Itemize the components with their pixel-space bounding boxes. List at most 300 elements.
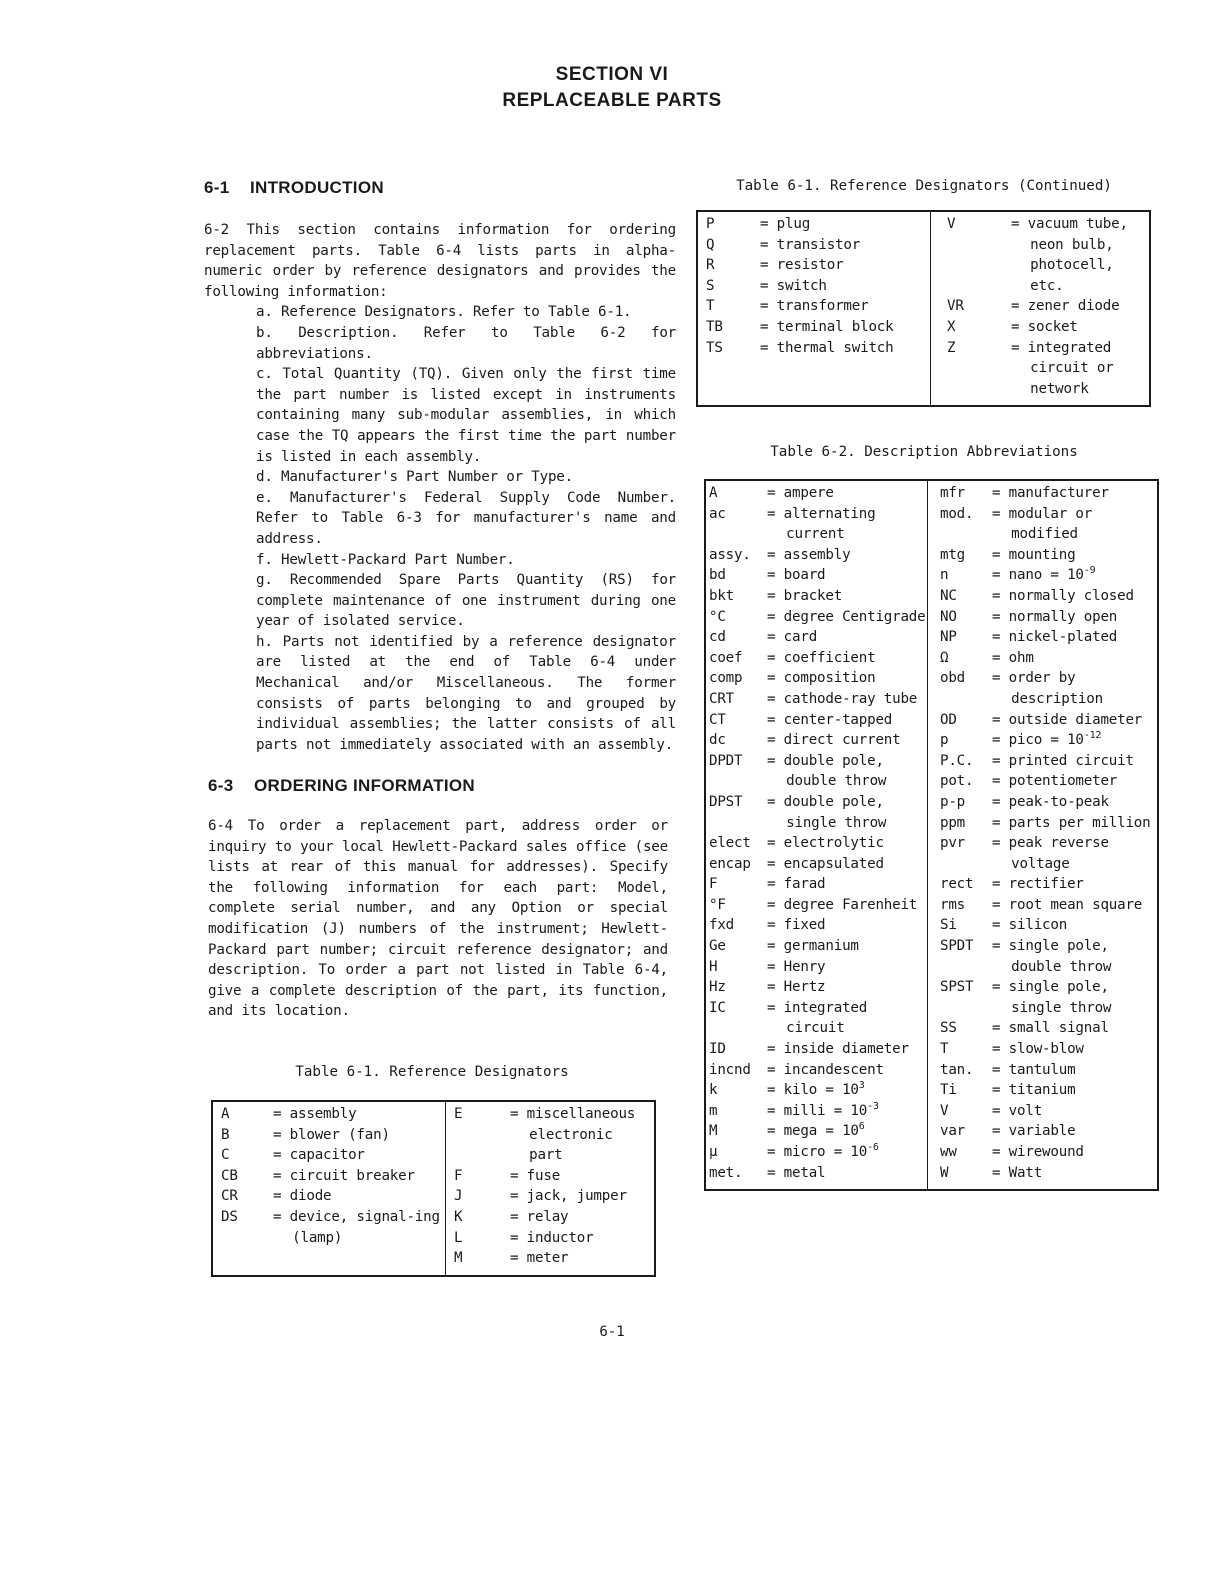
designator-row (709, 977, 927, 998)
designator-abbreviation: Ω (940, 649, 949, 666)
designator-definition (760, 235, 930, 256)
designator-abbreviation: ww (940, 1144, 957, 1160)
designator-row (940, 936, 1155, 977)
definition-text: = jack, jumper (510, 1188, 627, 1205)
designator-definition (992, 1163, 1155, 1184)
section-label: SECTION VI (555, 64, 669, 85)
designator-row (709, 1060, 927, 1081)
designator-abbreviation: NC (940, 587, 957, 604)
definition-text: = tantulum (992, 1061, 1076, 1078)
designator-abbreviation: L (454, 1229, 463, 1246)
designator-definition (992, 1121, 1155, 1142)
intro-item-f: f. Hewlett-Packard Part Number. (256, 551, 515, 568)
designator-abbreviation: NO (940, 608, 957, 625)
definition-text: = nano = 10 (992, 567, 1084, 584)
designator-row (221, 1207, 445, 1248)
designator-definition (992, 936, 1155, 977)
designator-row (709, 565, 927, 586)
designator-abbreviation: µ (709, 1144, 718, 1160)
designator-abbreviation: fxd (709, 917, 735, 934)
designator-row (940, 565, 1155, 586)
definition-text: = transformer (760, 298, 869, 315)
ordering-heading-text: ORDERING INFORMATION (254, 776, 476, 795)
definition-text: = zener diode (1011, 298, 1120, 315)
designator-abbreviation: SPDT (940, 938, 974, 955)
designator-definition (992, 607, 1155, 628)
definition-text: = metal (767, 1164, 826, 1181)
definition-text: = capacitor (273, 1147, 365, 1164)
definition-text: = assembly (273, 1106, 357, 1122)
designator-row (454, 1186, 650, 1207)
designator-definition (767, 874, 927, 895)
designator-row (709, 710, 927, 731)
designator-abbreviation: TB (706, 318, 723, 335)
designator-definition (767, 1142, 927, 1163)
designator-definition (760, 214, 930, 235)
definition-text: = inside diameter (767, 1041, 909, 1058)
designator-row (709, 1121, 927, 1142)
definition-text: = Watt (992, 1164, 1043, 1181)
definition-text: = electrolytic (767, 835, 884, 852)
definition-text: = germanium (767, 938, 859, 955)
designator-definition (767, 1039, 927, 1060)
designator-abbreviation: A (709, 485, 718, 501)
designator-abbreviation: var (940, 1123, 966, 1140)
designator-definition (510, 1207, 650, 1228)
designator-definition (767, 1121, 927, 1142)
designator-definition (767, 1080, 927, 1101)
designator-row (221, 1145, 445, 1166)
designator-row (940, 1018, 1155, 1039)
designator-definition (992, 977, 1155, 1018)
designator-abbreviation: mod. (940, 505, 974, 522)
designator-row (709, 545, 927, 566)
definition-text: = single pole, double throw (992, 938, 1112, 975)
definition-text: = outside diameter (992, 711, 1143, 728)
definition-text: = modular or modified (992, 505, 1093, 543)
designator-row (709, 915, 927, 936)
designator-row (940, 730, 1155, 751)
definition-text: = switch (760, 277, 827, 294)
definition-text: = meter (510, 1250, 569, 1267)
designator-definition (273, 1166, 445, 1187)
definition-text: = normally closed (992, 587, 1134, 604)
designator-row (709, 1163, 927, 1184)
designator-row (940, 504, 1155, 545)
table-6-1-right-column (446, 1101, 656, 1276)
designator-definition (767, 1163, 927, 1184)
designator-abbreviation: DPDT (709, 752, 743, 769)
page-number: 6-1 (599, 1324, 625, 1340)
designator-definition (992, 1018, 1155, 1039)
designator-row (940, 977, 1155, 1018)
designator-row (454, 1104, 650, 1166)
intro-heading (204, 178, 384, 198)
designator-abbreviation: CRT (709, 690, 735, 707)
designator-row (454, 1248, 650, 1269)
designator-abbreviation: k (709, 1082, 718, 1099)
designator-abbreviation: J (454, 1188, 463, 1205)
definition-text: = composition (767, 670, 876, 687)
designator-definition (760, 338, 930, 359)
designator-definition (760, 276, 930, 297)
designator-row (940, 710, 1155, 731)
designator-abbreviation: K (454, 1208, 463, 1225)
intro-heading-text: INTRODUCTION (250, 178, 384, 197)
definition-text: = plug (760, 216, 811, 232)
designator-abbreviation: Hz (709, 979, 726, 996)
intro-item-e: e. Manufacturer's Federal Supply Code Number. Refer to Table 6-3 for manufacturer's name and address. (256, 489, 676, 547)
definition-text: = board (767, 567, 826, 584)
designator-row (709, 1039, 927, 1060)
designator-row (940, 751, 1155, 772)
exponent: 6 (858, 1121, 865, 1133)
definition-text: = integrated circuit or network (1011, 339, 1114, 397)
designator-row (706, 276, 930, 297)
designator-row (940, 874, 1155, 895)
designator-definition (767, 504, 927, 545)
designator-definition (767, 957, 927, 978)
definition-text: = normally open (992, 608, 1118, 625)
definition-text: = card (767, 629, 818, 646)
designator-definition (1011, 338, 1145, 400)
designator-abbreviation: A (221, 1106, 230, 1122)
designator-row (940, 1142, 1155, 1163)
designator-definition (992, 730, 1155, 751)
designator-row (706, 317, 930, 338)
designator-abbreviation: T (940, 1041, 949, 1058)
designator-abbreviation: IC (709, 999, 726, 1016)
exponent: -6 (867, 1142, 879, 1153)
designator-row (940, 648, 1155, 669)
designator-abbreviation: P.C. (940, 752, 974, 769)
designator-row (709, 957, 927, 978)
table-6-2-right-column (928, 480, 1159, 1190)
designator-definition (767, 648, 927, 669)
definition-text: = silicon (992, 917, 1068, 934)
designator-abbreviation: comp (709, 670, 743, 687)
designator-definition (992, 483, 1155, 504)
designator-definition (992, 1101, 1155, 1122)
designator-definition (992, 813, 1155, 834)
designator-definition (273, 1207, 445, 1248)
designator-row (709, 1080, 927, 1101)
definition-text: = inductor (510, 1229, 594, 1246)
definition-text: = rectifier (992, 876, 1084, 893)
designator-definition (992, 1039, 1155, 1060)
designator-row (940, 1121, 1155, 1142)
definition-text: = kilo = 10 (767, 1082, 859, 1099)
designator-abbreviation: CB (221, 1167, 238, 1184)
table-6-2 (704, 479, 1159, 1191)
definition-text: = double pole, double throw (767, 752, 887, 790)
designator-row (940, 607, 1155, 628)
designator-abbreviation: OD (940, 711, 957, 728)
designator-abbreviation: F (454, 1167, 463, 1184)
intro-item-b: b. Description. Refer to Table 6-2 for abbreviations. (256, 324, 676, 362)
designator-abbreviation: S (706, 277, 715, 294)
designator-definition (992, 710, 1155, 731)
designator-abbreviation: incnd (709, 1061, 751, 1078)
definition-text: = encapsulated (767, 855, 884, 872)
definition-text: = milli = 10 (767, 1102, 868, 1119)
designator-row (940, 668, 1155, 709)
ordering-heading-number: 6-3 (208, 776, 234, 795)
designator-row (709, 648, 927, 669)
designator-definition (510, 1186, 650, 1207)
designator-row (940, 627, 1155, 648)
definition-text: = variable (992, 1123, 1076, 1140)
ordering-paragraph: 6-4 To order a replacement part, address order or inquiry to your local Hewlett-Packard sales office (see lists at rear of this manual for addresses). Specify the following information for each part: Model, complete serial number, and any Option or special modification (J) numbers of the instrument; Hewlett-Packard part number; circuit reference designator; and description. To order a part not listed in Table 6-4, give a complete description of the part, its function, and its location. (208, 818, 668, 1020)
designator-definition (992, 771, 1155, 792)
designator-abbreviation: X (947, 318, 956, 335)
definition-text: = alternating current (767, 505, 876, 543)
designator-row (940, 915, 1155, 936)
designator-definition (767, 1101, 927, 1122)
designator-row (940, 1101, 1155, 1122)
definition-text: = slow-blow (992, 1041, 1084, 1058)
designator-row (709, 627, 927, 648)
designator-definition (992, 668, 1155, 709)
designator-abbreviation: W (940, 1164, 949, 1181)
definition-text: = double pole, single throw (767, 793, 887, 831)
designator-abbreviation: ac (709, 505, 726, 522)
definition-text: = small signal (992, 1020, 1109, 1037)
designator-row (947, 317, 1145, 338)
designator-definition (767, 936, 927, 957)
definition-text: = ohm (992, 649, 1034, 666)
designator-definition (992, 915, 1155, 936)
designator-definition (1011, 214, 1145, 296)
designator-definition (767, 545, 927, 566)
designator-abbreviation: pvr (940, 835, 966, 852)
designator-abbreviation: Ge (709, 938, 726, 955)
definition-text: = center-tapped (767, 711, 893, 728)
designator-definition (1011, 317, 1145, 338)
designator-abbreviation: SPST (940, 979, 974, 996)
exponent: -9 (1083, 565, 1096, 577)
designator-row (709, 751, 927, 792)
definition-text: = Henry (767, 958, 826, 975)
designator-row (940, 1080, 1155, 1101)
designator-definition (992, 751, 1155, 772)
designator-abbreviation: mfr (940, 485, 966, 501)
designator-row (709, 668, 927, 689)
designator-row (940, 586, 1155, 607)
designator-row (947, 338, 1145, 400)
designator-row (709, 998, 927, 1039)
designator-abbreviation: p-p (940, 793, 966, 810)
designator-definition (767, 998, 927, 1039)
designator-definition (992, 545, 1155, 566)
definition-text: = circuit breaker (273, 1167, 415, 1184)
designator-abbreviation: VR (947, 298, 964, 315)
designator-definition (992, 1060, 1155, 1081)
designator-definition (992, 627, 1155, 648)
definition-text: = terminal block (760, 318, 894, 335)
designator-row (706, 296, 930, 317)
designator-definition (992, 504, 1155, 545)
designator-abbreviation: tan. (940, 1061, 974, 1078)
definition-text: = parts per million (992, 814, 1151, 831)
designator-row (221, 1166, 445, 1187)
designator-abbreviation: cd (709, 629, 726, 646)
designator-definition (767, 483, 927, 504)
intro-item-d: d. Manufacturer's Part Number or Type. (256, 469, 573, 486)
designator-row (940, 895, 1155, 916)
designator-abbreviation: met. (709, 1164, 743, 1181)
designator-row (940, 1039, 1155, 1060)
designator-row (709, 833, 927, 854)
designator-definition (992, 895, 1155, 916)
designator-row (940, 771, 1155, 792)
designator-row (709, 1142, 927, 1163)
designator-row (706, 235, 930, 256)
definition-text: = peak reverse voltage (992, 835, 1109, 872)
designator-definition (767, 1060, 927, 1081)
designator-abbreviation: V (947, 216, 956, 232)
designator-definition (992, 874, 1155, 895)
definition-text: = fuse (510, 1167, 561, 1184)
definition-text: = single pole, single throw (992, 979, 1112, 1016)
designator-definition (767, 710, 927, 731)
designator-definition (767, 915, 927, 936)
designator-row (221, 1186, 445, 1207)
designator-abbreviation: M (709, 1123, 718, 1140)
designator-abbreviation: Z (947, 339, 956, 356)
designator-definition (273, 1104, 445, 1125)
designator-abbreviation: T (706, 298, 715, 315)
definition-text: = incandescent (767, 1061, 884, 1078)
designator-definition (767, 895, 927, 916)
designator-abbreviation: DS (221, 1208, 238, 1225)
designator-definition (767, 854, 927, 875)
designator-definition (992, 833, 1155, 874)
definition-text: = order by description (992, 670, 1103, 707)
designator-row (706, 338, 930, 359)
definition-text: = device, signal-ing (lamp) (273, 1208, 440, 1246)
table-6-2-left-column (705, 480, 928, 1190)
definition-text: = transistor (760, 236, 861, 253)
definition-text: = relay (510, 1208, 569, 1225)
intro-item-g: g. Recommended Spare Parts Quantity (RS) for complete maintenance of one instrument during one year of isolated service. (256, 572, 676, 630)
designator-row (940, 483, 1155, 504)
designator-definition (767, 668, 927, 689)
definition-text: = micro = 10 (767, 1144, 868, 1160)
designator-abbreviation: Si (940, 917, 957, 934)
definition-text: = farad (767, 876, 826, 893)
definition-text: = integrated circuit (767, 999, 868, 1037)
designator-abbreviation: SS (940, 1020, 957, 1037)
ordering-heading (208, 776, 475, 796)
designator-definition (510, 1166, 650, 1187)
designator-row (709, 895, 927, 916)
designator-definition (767, 607, 927, 628)
designator-definition (767, 792, 927, 833)
designator-definition (767, 689, 927, 710)
designator-abbreviation: dc (709, 732, 726, 749)
designator-abbreviation: °C (709, 608, 726, 625)
designator-row (940, 813, 1155, 834)
definition-text: = root mean square (992, 896, 1143, 913)
designator-row (947, 214, 1145, 296)
intro-section (204, 220, 676, 755)
definition-text: = cathode-ray tube (767, 690, 918, 707)
designator-row (709, 874, 927, 895)
definition-text: = miscellaneous electronic part (510, 1106, 636, 1164)
page-title: REPLACEABLE PARTS (502, 90, 722, 111)
designator-definition (767, 751, 927, 792)
designator-row (940, 833, 1155, 874)
designator-row (940, 545, 1155, 566)
definition-text: = diode (273, 1188, 332, 1205)
designator-definition (273, 1125, 445, 1146)
definition-text: = peak-to-peak (992, 793, 1109, 810)
designator-row (221, 1104, 445, 1125)
designator-definition (1011, 296, 1145, 317)
designator-abbreviation: P (706, 216, 715, 232)
table-6-1-continued-left-column (697, 211, 931, 406)
intro-item-h: h. Parts not identified by a reference designator are listed at the end of Table 6-4 under Mechanical and/or Miscellaneous. The former consists of parts belonging to and grouped by individual assemblies; the latter consists of all parts not immediately associated with an assembly. (256, 633, 676, 753)
definition-text: = degree Farenheit (767, 896, 918, 913)
exponent: 3 (858, 1080, 865, 1092)
designator-abbreviation: rect (940, 876, 974, 893)
designator-row (940, 1060, 1155, 1081)
exponent: -3 (867, 1100, 879, 1112)
designator-definition (510, 1228, 650, 1249)
designator-abbreviation: pot. (940, 773, 974, 790)
designator-definition (510, 1248, 650, 1269)
intro-heading-number: 6-1 (204, 178, 230, 197)
designator-abbreviation: encap (709, 855, 751, 872)
definition-text: = socket (1011, 318, 1078, 335)
designator-definition (273, 1145, 445, 1166)
designator-definition (992, 1080, 1155, 1101)
designator-row (709, 586, 927, 607)
definition-text: = fixed (767, 917, 826, 934)
definition-text: = potentiometer (992, 773, 1118, 790)
designator-definition (760, 317, 930, 338)
table-6-1-left-column (212, 1101, 446, 1276)
designator-definition (510, 1104, 650, 1166)
designator-abbreviation: Ti (940, 1082, 957, 1099)
definition-text: = vacuum tube, neon bulb, photocell, etc. (1011, 216, 1128, 294)
table-6-1-caption: Table 6-1. Reference Designators (295, 1064, 569, 1080)
designator-row (709, 792, 927, 833)
designator-definition (992, 792, 1155, 813)
designator-abbreviation: ppm (940, 814, 966, 831)
designator-abbreviation: rms (940, 896, 966, 913)
designator-abbreviation: NP (940, 629, 957, 646)
table-6-1-continued-right-column (931, 211, 1151, 406)
definition-text: = thermal switch (760, 339, 894, 356)
designator-abbreviation: V (940, 1102, 949, 1119)
designator-abbreviation: B (221, 1126, 230, 1143)
designator-abbreviation: R (706, 257, 715, 274)
table-6-1 (211, 1100, 656, 1277)
exponent: -12 (1083, 730, 1102, 742)
intro-paragraph: 6-2 This section contains information for ordering replacement parts. Table 6-4 lists parts in alpha-numeric order by reference designators and provides the following information: (204, 222, 676, 300)
designator-abbreviation: CT (709, 711, 726, 728)
designator-abbreviation: H (709, 958, 718, 975)
designator-definition (767, 627, 927, 648)
designator-abbreviation: CR (221, 1188, 238, 1205)
definition-text: = titanium (992, 1082, 1076, 1099)
designator-definition (760, 296, 930, 317)
definition-text: = pico = 10 (992, 732, 1084, 749)
designator-row (221, 1125, 445, 1146)
definition-text: = bracket (767, 587, 843, 604)
